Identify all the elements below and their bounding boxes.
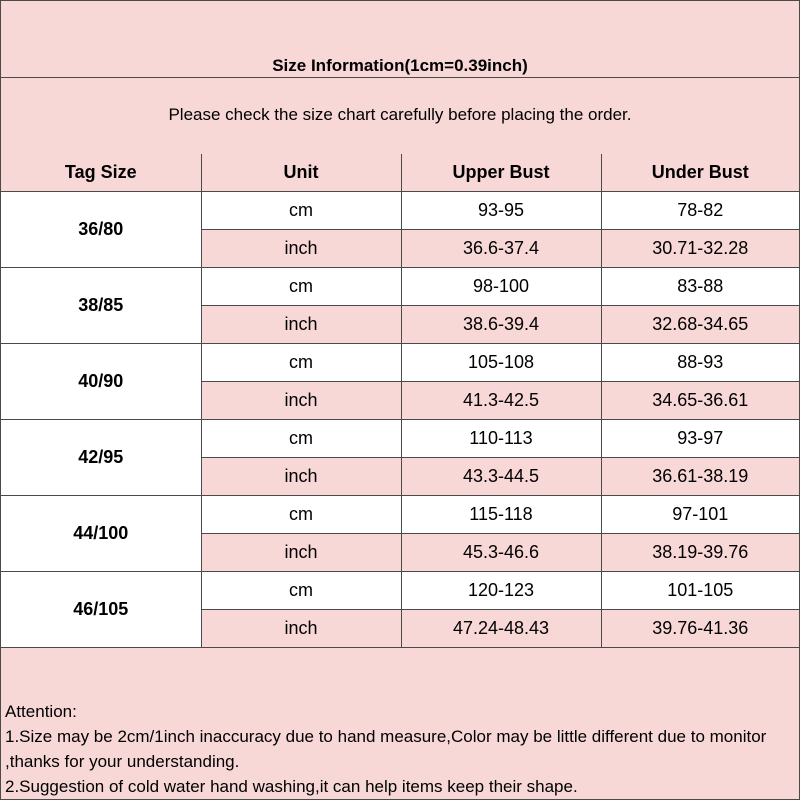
table-row — [1, 496, 799, 534]
title-row — [1, 1, 799, 78]
table-row — [1, 572, 799, 610]
under-bust-cell: 34.65-36.61 — [601, 382, 799, 420]
unit-cell: inch — [201, 382, 401, 420]
tag-size-cell: 36/80 — [1, 192, 201, 268]
under-bust-cell: 101-105 — [601, 572, 799, 610]
unit-cell: cm — [201, 496, 401, 534]
under-bust-cell: 83-88 — [601, 268, 799, 306]
upper-bust-cell: 98-100 — [401, 268, 601, 306]
attention-notes — [5, 699, 795, 799]
notes-line-2: 2.Suggestion of cold water hand washing,it can help items keep their shape. — [5, 777, 578, 796]
upper-bust-cell: 43.3-44.5 — [401, 458, 601, 496]
table-row — [1, 420, 799, 458]
unit-cell: cm — [201, 192, 401, 230]
under-bust-cell: 88-93 — [601, 344, 799, 382]
notes-line-1: 1.Size may be 2cm/1inch inaccuracy due to hand measure,Color may be little different due to monitor ,thanks for your understanding. — [5, 727, 767, 771]
subtitle-row — [1, 78, 799, 155]
unit-cell: cm — [201, 268, 401, 306]
column-header-tag-size: Tag Size — [1, 154, 201, 192]
unit-cell: inch — [201, 458, 401, 496]
tag-size-cell: 46/105 — [1, 572, 201, 648]
under-bust-cell: 93-97 — [601, 420, 799, 458]
upper-bust-cell: 115-118 — [401, 496, 601, 534]
under-bust-cell: 38.19-39.76 — [601, 534, 799, 572]
unit-cell: cm — [201, 420, 401, 458]
unit-cell: inch — [201, 534, 401, 572]
column-header-under-bust: Under Bust — [601, 154, 799, 192]
column-header-upper-bust: Upper Bust — [401, 154, 601, 192]
table-row — [1, 268, 799, 306]
unit-cell: inch — [201, 306, 401, 344]
upper-bust-cell: 120-123 — [401, 572, 601, 610]
tag-size-cell: 44/100 — [1, 496, 201, 572]
under-bust-cell: 39.76-41.36 — [601, 610, 799, 648]
notes-heading: Attention: — [5, 702, 77, 721]
upper-bust-cell: 38.6-39.4 — [401, 306, 601, 344]
upper-bust-cell: 47.24-48.43 — [401, 610, 601, 648]
table-row — [1, 192, 799, 230]
page-subtitle: Please check the size chart carefully before placing the order. — [168, 105, 632, 124]
under-bust-cell: 32.68-34.65 — [601, 306, 799, 344]
upper-bust-cell: 93-95 — [401, 192, 601, 230]
upper-bust-cell: 105-108 — [401, 344, 601, 382]
unit-cell: cm — [201, 572, 401, 610]
under-bust-cell: 78-82 — [601, 192, 799, 230]
upper-bust-cell: 41.3-42.5 — [401, 382, 601, 420]
upper-bust-cell: 36.6-37.4 — [401, 230, 601, 268]
size-table — [1, 154, 799, 648]
table-header-row — [1, 154, 799, 192]
column-header-unit: Unit — [201, 154, 401, 192]
under-bust-cell: 36.61-38.19 — [601, 458, 799, 496]
tag-size-cell: 38/85 — [1, 268, 201, 344]
under-bust-cell: 30.71-32.28 — [601, 230, 799, 268]
table-row — [1, 344, 799, 382]
upper-bust-cell: 110-113 — [401, 420, 601, 458]
upper-bust-cell: 45.3-46.6 — [401, 534, 601, 572]
unit-cell: cm — [201, 344, 401, 382]
unit-cell: inch — [201, 230, 401, 268]
tag-size-cell: 42/95 — [1, 420, 201, 496]
tag-size-cell: 40/90 — [1, 344, 201, 420]
under-bust-cell: 97-101 — [601, 496, 799, 534]
unit-cell: inch — [201, 610, 401, 648]
page-title: Size Information(1cm=0.39inch) — [272, 56, 528, 75]
